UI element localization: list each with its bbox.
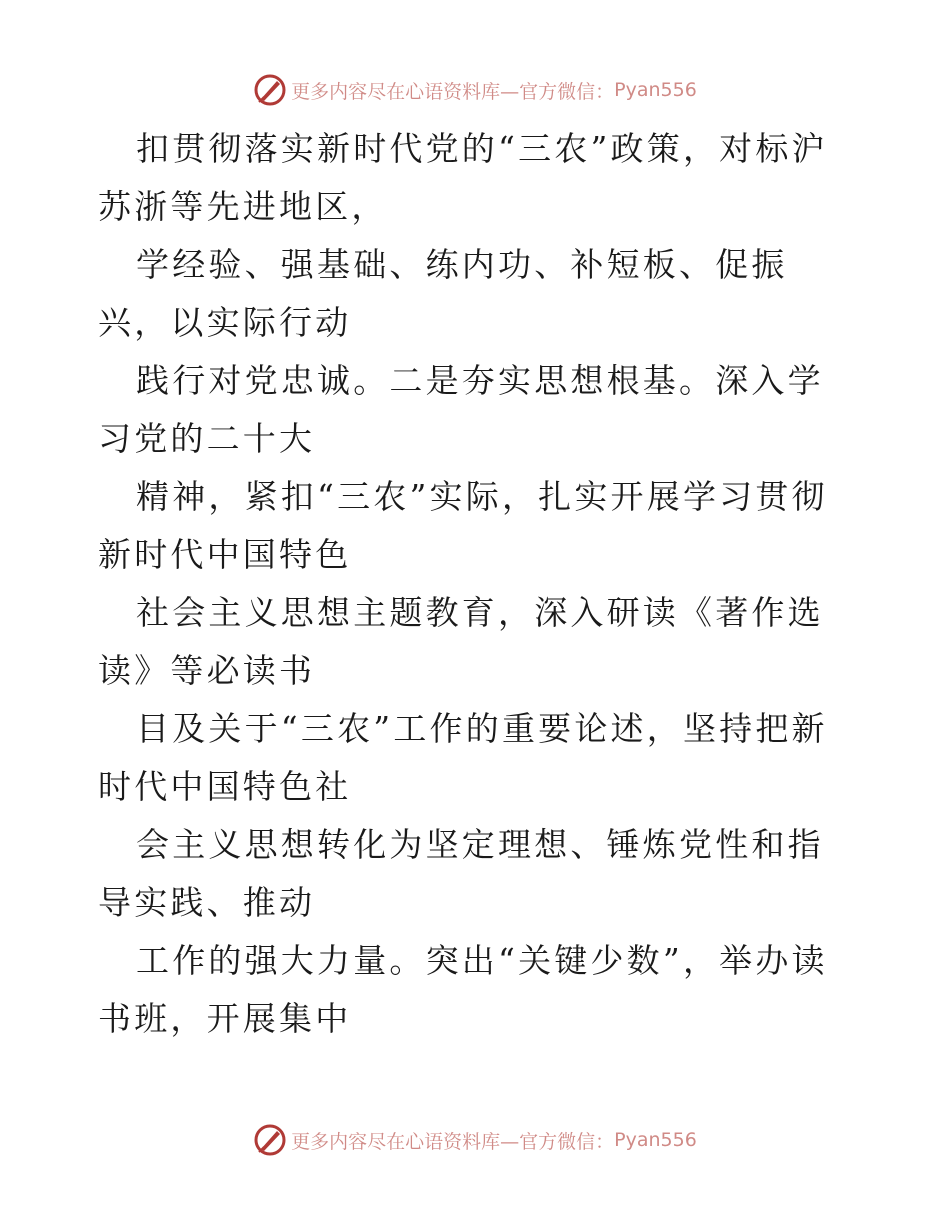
footer-watermark (0, 1118, 950, 1162)
paragraph: 精神，紧扣“三农”实际，扎实开展学习贯彻新时代中国特色 (98, 477, 828, 574)
watermark-account: Pyan556 (614, 79, 697, 101)
watermark-text: 更多内容尽在心语资料库—官方微信： (291, 1130, 615, 1153)
paragraph: 扣贯彻落实新时代党的“三农”政策，对标沪苏浙等先进地区， (98, 129, 828, 226)
paragraph: 会主义思想转化为坚定理想、锤炼党性和指导实践、推动 (98, 825, 824, 922)
header-watermark (0, 68, 950, 112)
watermark-text: 更多内容尽在心语资料库—官方微信： (291, 80, 615, 103)
paragraph: 践行对党忠诚。二是夯实思想根基。深入学习党的二十大 (98, 361, 824, 458)
quill-logo-icon (253, 73, 287, 107)
paragraph: 目及关于“三农”工作的重要论述，坚持把新时代中国特色社 (98, 709, 828, 806)
paragraph: 学经验、强基础、练内功、补短板、促振兴，以实际行动 (98, 245, 788, 342)
paragraph: 社会主义思想主题教育，深入研读《著作选读》等必读书 (98, 593, 824, 690)
watermark-account: Pyan556 (614, 1129, 697, 1151)
quill-logo-icon (253, 1123, 287, 1157)
document-body (98, 120, 858, 1048)
paragraph: 工作的强大力量。突出“关键少数”，举办读书班，开展集中 (98, 941, 828, 1038)
